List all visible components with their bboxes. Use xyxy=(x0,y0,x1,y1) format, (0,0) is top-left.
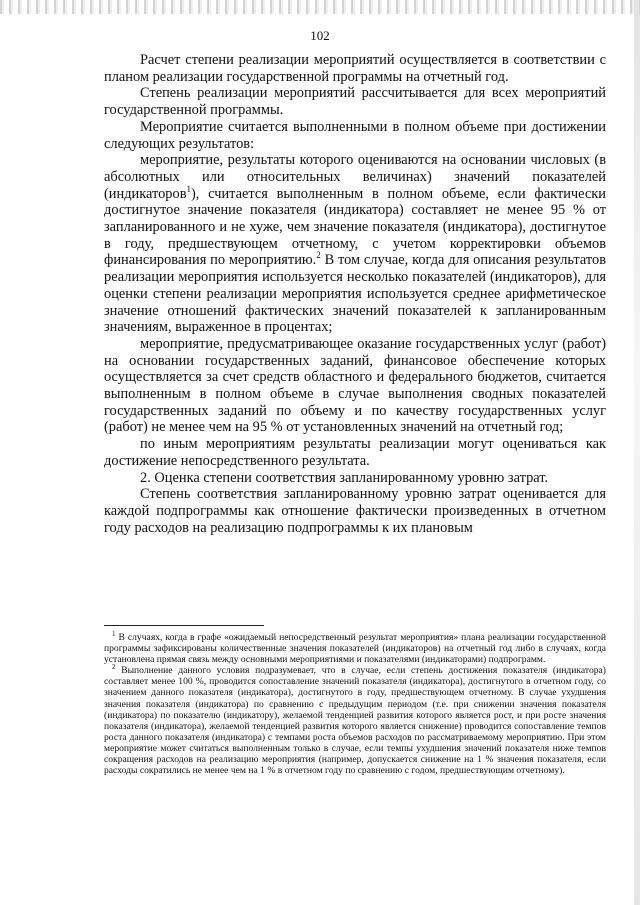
footnote xyxy=(104,629,606,666)
paragraph-text: В том случае, когда для описания результатов реализации мероприятия используется несколько показателей (индикаторов), для оценки степени реализации мероприятия используется среднее арифметическое значение отношений фактических значений показателей к запланированным значениям, выраженное в процентах; xyxy=(104,252,607,336)
footnote-ref: 1 xyxy=(186,183,191,194)
footnote-text: Выполнение данного условия подразумевает, что в случае, если степень достижения показателя (индикатора) составляет менее 100 %, проводится сопоставление значений показателя (индикатора), достигнутого в отчетном году, со значением данного показателя (индикатора), достигнутого в году, предшествующем отчетному. В случае ухудшения значения показателя (индикатора) по сравнению с предыдущим периодом (т.е. при снижении значения показателя (индикатора) по показателю (индикатору), желаемой тенденцией развития которого является рост, и при росте значения показателя (индикатора), желаемой тенденцией развития которого является снижение) проводится сопоставление темпов роста данного показателя (индикатора) с темпами роста объемов расходов по рассматриваемому мероприятию. При этом мероприятие может считаться выполненным только в случае, если темпы ухудшения значений показателя ниже темпов сокращения расходов на реализацию мероприятия (например, допускается снижение на 1 % значения показателя, если расходы сократились не менее чем на 1 % в отчетном году по сравнению с годом, предшествующим отчетному). xyxy=(104,665,606,777)
document-body xyxy=(104,52,606,536)
paragraph-text: мероприятие, результаты которого оцениваются на основании числовых (в абсолютных или относительных величинах) значений показателей (индикаторов xyxy=(104,152,606,202)
footnote xyxy=(104,665,606,776)
paragraph: по иным мероприятиям результаты реализации могут оцениваться как достижение непосредственного результата. xyxy=(104,436,606,469)
paragraph: Мероприятие считается выполненными в полном объеме при достижении следующих результатов: xyxy=(104,118,606,152)
paragraph xyxy=(104,152,606,336)
paragraph: Степень соответствия запланированному уровню затрат оценивается для каждой подпрограммы как отношение фактически произведенных в отчетном году расходов на реализацию подпрограммы к их плановым xyxy=(104,486,606,536)
page-number: 102 xyxy=(310,28,330,43)
section-heading: 2. Оценка степени соответствия запланированному уровню затрат. xyxy=(140,469,549,486)
footnote-text: В случаях, когда в графе «ожидаемый непосредственный результат мероприятия» плана реализации государственной программы зафиксированы количественные значения показателей (индикаторов) на отчетный год либо в случаях, когда установлена прямая связь между основными мероприятиями и показателями (индикаторами) подпрограмм. xyxy=(104,632,606,666)
footnote-separator xyxy=(104,625,264,626)
footnote-mark: 1 xyxy=(112,629,116,638)
paragraph: мероприятие, предусматривающее оказание государственных услуг (работ) на основании государственных заданий, финансовое обеспечение которых осуществляется за счет средств областного и федерального бюджетов, считается выполненным в полном объеме в случае выполнения сводных показателей государственных заданий по объему и по качеству государственных услуг (работ) не менее чем на 95 % от установленных значений на отчетный год; xyxy=(104,335,606,436)
scan-edge-top xyxy=(0,0,640,14)
footnote-ref: 2 xyxy=(316,250,321,261)
paragraph: Степень реализации мероприятий рассчитывается для всех мероприятий государственной программы. xyxy=(104,85,606,119)
footnote-mark: 2 xyxy=(112,663,116,672)
paragraph-text: ), считается выполненным в полном объеме, если фактически достигнутое значение показателя (индикатора) составляет не менее 95 % от запланированного и не хуже, чем значение показателя (индикатора), достигнутое в году, предшествующем отчетному, с учетом корректировки объемов финансирования по мероприятию. xyxy=(104,185,606,269)
footnotes xyxy=(104,629,606,777)
scan-edge-right xyxy=(634,0,640,905)
paragraph: Расчет степени реализации мероприятий осуществляется в соответствии с планом реализации государственной программы на отчетный год. xyxy=(104,52,606,85)
